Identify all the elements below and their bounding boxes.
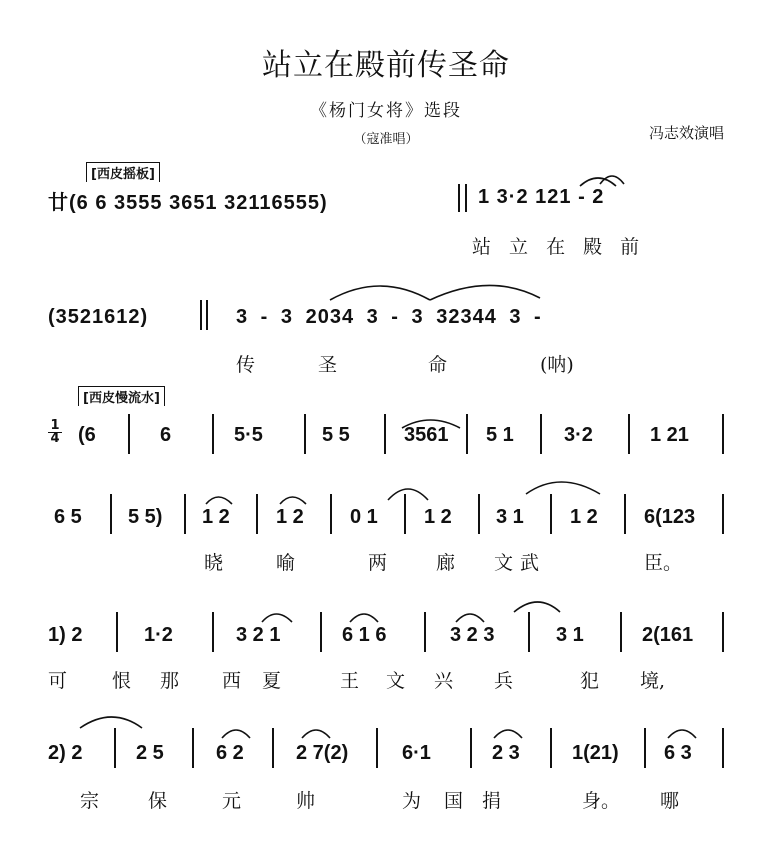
lyric: 文 — [494, 552, 514, 574]
lyric: 捐 — [482, 790, 502, 812]
lyric: 圣 — [318, 354, 338, 376]
measure: 6(123 — [644, 506, 696, 528]
measure: 3 1 — [496, 506, 524, 528]
slur — [388, 489, 428, 500]
lyric: 夏 — [262, 670, 282, 692]
measure: 6 3 — [664, 742, 692, 764]
measure: 2 3 — [492, 742, 520, 764]
measure: 3 2 1 — [236, 624, 281, 646]
row1-lyrics: 站 立 在 殿 前 — [472, 236, 646, 258]
time-sig-top: 1 — [50, 418, 60, 433]
tempo-tag-1: [西皮摇板] — [86, 162, 160, 182]
slur — [350, 614, 378, 622]
measure: 6·1 — [402, 742, 431, 764]
slur — [302, 730, 330, 738]
row1-main: 1 3·2 121 - 2 — [478, 186, 605, 208]
lyric: 传 — [236, 354, 256, 376]
role-note: （寇准唱） — [353, 132, 419, 147]
lyric: 文 — [386, 670, 406, 692]
lyric: 兵 — [494, 670, 514, 692]
lyric: 武 — [520, 552, 540, 574]
slur — [222, 730, 250, 738]
measure: 6 1 6 — [342, 624, 387, 646]
lyric: 宗 — [80, 790, 100, 812]
slur — [402, 420, 460, 428]
measure: 1 2 — [424, 506, 452, 528]
measure: 3 1 — [556, 624, 584, 646]
measure: 6 2 — [216, 742, 244, 764]
singer-credit: 冯志效演唱 — [648, 124, 724, 142]
measure: 2) 2 — [48, 742, 83, 764]
slur — [494, 730, 522, 738]
lyric: 两 — [368, 552, 388, 574]
lyric: 境, — [640, 670, 666, 692]
measure: 3·2 — [564, 424, 593, 446]
measure: 0 1 — [350, 506, 378, 528]
lyric: 恨 — [112, 670, 132, 692]
lyric: 那 — [160, 670, 180, 692]
slur — [580, 178, 616, 186]
measure: 5 1 — [486, 424, 514, 446]
lyric: 可 — [48, 670, 68, 692]
measure: 3 2 3 — [450, 624, 495, 646]
slur — [330, 286, 430, 300]
measure: 2 7(2) — [296, 742, 349, 764]
lyric: 喻 — [276, 552, 296, 574]
page-title: 站立在殿前传圣命 — [262, 48, 510, 83]
lyric: 犯 — [580, 670, 600, 692]
measure: 1) 2 — [48, 624, 83, 646]
slur — [526, 482, 600, 494]
measure: 1(21) — [572, 742, 619, 764]
slur — [262, 614, 292, 622]
lyric: 保 — [148, 790, 168, 812]
lyric: (呐) — [540, 354, 574, 376]
slur — [206, 497, 232, 504]
row1-intro: 廿(6 6 3555 3651 32116555) — [48, 192, 328, 214]
measure: 5 5) — [128, 506, 163, 528]
lyric: 身。 — [582, 790, 621, 812]
lyric: 晓 — [204, 552, 224, 574]
slur — [456, 614, 484, 622]
slur — [280, 497, 306, 504]
lyric: 王 — [340, 670, 360, 692]
slur — [668, 730, 696, 738]
measure: 6 5 — [54, 506, 82, 528]
measure: 1 21 — [650, 424, 689, 446]
measure: 1 2 — [276, 506, 304, 528]
measure: 2(161 — [642, 624, 694, 646]
slur — [430, 285, 540, 300]
measure: 1 2 — [202, 506, 230, 528]
lyric: 国 — [444, 790, 464, 812]
measure: 5 5 — [322, 424, 350, 446]
measure: 1 2 — [570, 506, 598, 528]
measure: (6 — [78, 424, 96, 446]
row2-intro: (3521612) — [48, 306, 149, 328]
measure: 1·2 — [144, 624, 173, 646]
tempo-tag-2: [西皮慢流水] — [78, 386, 165, 406]
slur — [514, 602, 560, 612]
subtitle: 《杨门女将》选段 — [310, 101, 462, 121]
measure: 6 — [160, 424, 172, 446]
slur — [80, 717, 142, 728]
lyric: 命 — [428, 354, 448, 376]
measure: 2 5 — [136, 742, 164, 764]
lyric: 西 — [222, 670, 242, 692]
lyric: 廊 — [436, 552, 456, 574]
measure: 3561 — [404, 424, 449, 446]
lyric: 帅 — [296, 790, 316, 812]
lyric: 兴 — [434, 670, 454, 692]
lyric: 元 — [222, 790, 242, 812]
measure: 5·5 — [234, 424, 263, 446]
row2-main: 3 - 3 2034 3 - 3 32344 3 - — [236, 306, 542, 328]
lyric: 哪 — [660, 790, 680, 812]
lyric: 为 — [402, 790, 422, 812]
lyric: 臣。 — [644, 552, 683, 574]
time-sig-bottom: 4 — [48, 432, 62, 445]
